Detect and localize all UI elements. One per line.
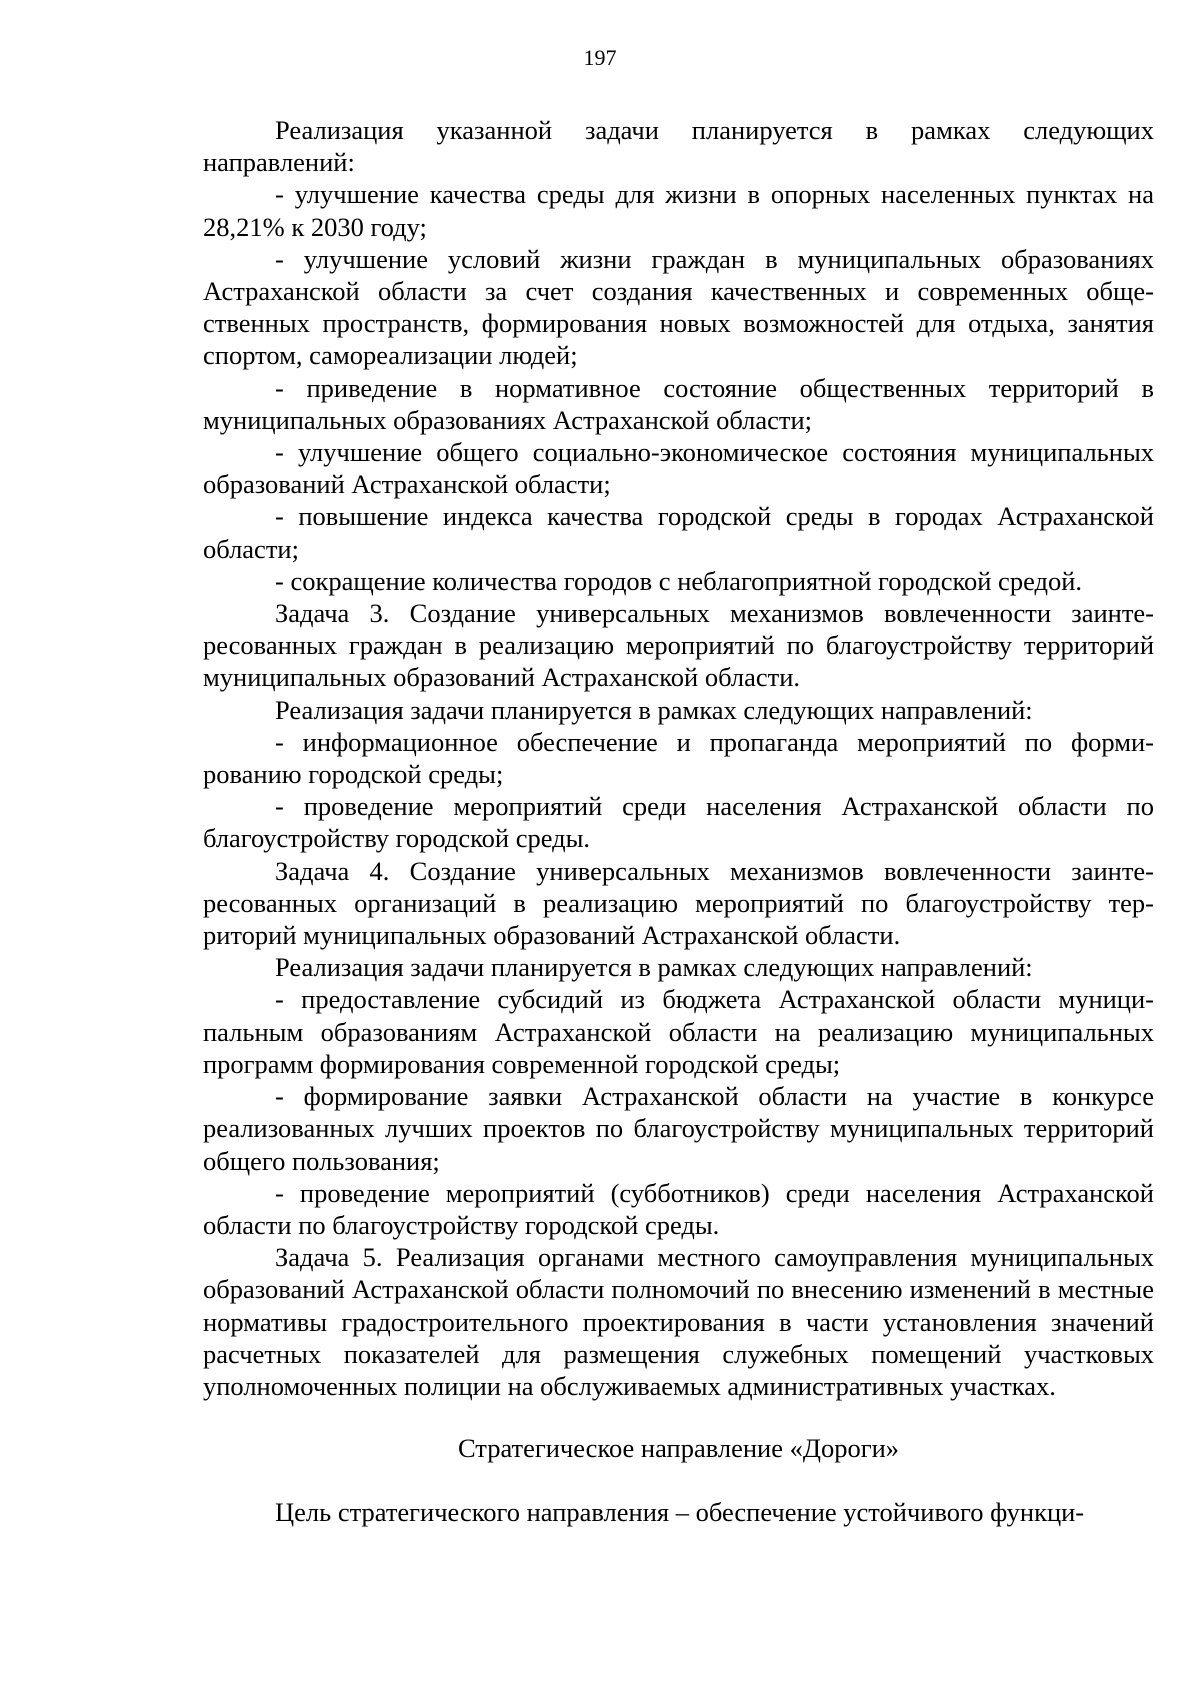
paragraph: Реализация указанной задачи планируется в рамках следующих направлений: bbox=[203, 115, 1154, 178]
page-number: 197 bbox=[583, 45, 617, 70]
list-item: - информационное обеспечение и пропаганда мероприятий по формированию городской среды; bbox=[203, 726, 1154, 790]
paragraph: Реализация задачи планируется в рамках следующих направлений: bbox=[275, 952, 1033, 983]
list-item: - улучшение условий жизни граждан в муниципальных образованиях Астраханской области за счет создания качественных и современных общественных пространств, формирования новых возможностей для отдыха, занятия спортом, самореализации людей; bbox=[203, 243, 1154, 371]
list-item: - улучшение общего социально-экономическое состояния муниципальных образований Астраханской области; bbox=[203, 437, 1154, 500]
body-text bbox=[203, 114, 1154, 1529]
list-item: - предоставление субсидий из бюджета Астраханской области муниципальным образованиям Астраханской области на реализацию муниципальных программ формирования современной городской среды; bbox=[203, 984, 1154, 1079]
list-item: - формирование заявки Астраханской области на участие в конкурсе реализованных лучших проектов по благоустройству муниципальных территорий общего пользования; bbox=[203, 1081, 1154, 1176]
closing-paragraph: Цель стратегического направления – обеспечение устойчивого функци- bbox=[275, 1497, 1085, 1528]
section-heading: Стратегическое направление «Дороги» bbox=[457, 1433, 899, 1464]
task-paragraph: Задача 3. Создание универсальных механизмов вовлеченности заинтересованных граждан в реализацию мероприятий по благоустройству территорий муниципальных образований Астраханской области. bbox=[203, 598, 1154, 693]
list-item: - проведение мероприятий среди населения Астраханской области по благоустройству городской среды. bbox=[203, 791, 1154, 854]
task-paragraph: Задача 4. Создание универсальных механизмов вовлеченности заинтересованных организаций в реализацию мероприятий по благоустройству территорий муниципальных образований Астраханской области. bbox=[203, 855, 1154, 951]
list-item: - улучшение качества среды для жизни в опорных населенных пунктах на 28,21% к 2030 году; bbox=[203, 179, 1154, 242]
list-item: - повышение индекса качества городской среды в городах Астраханской области; bbox=[203, 501, 1154, 564]
task-paragraph: Задача 5. Реализация органами местного самоуправления муниципальных образований Астраханской области полномочий по внесению изменений в местные нормативы градостроительного проектирования в части установления значений расчетных показателей для размещения служебных помещений участковых уполномоченных полиции на обслуживаемых административных участках. bbox=[203, 1242, 1154, 1401]
paragraph: Реализация задачи планируется в рамках следующих направлений: bbox=[275, 694, 1033, 725]
list-item: - приведение в нормативное состояние общественных территорий в муниципальных образованиях Астраханской области; bbox=[203, 372, 1154, 435]
list-item: - сокращение количества городов с неблагоприятной городской средой. bbox=[275, 565, 1083, 596]
list-item: - проведение мероприятий (субботников) среди населения Астраханской области по благоустройству городской среды. bbox=[203, 1177, 1154, 1240]
